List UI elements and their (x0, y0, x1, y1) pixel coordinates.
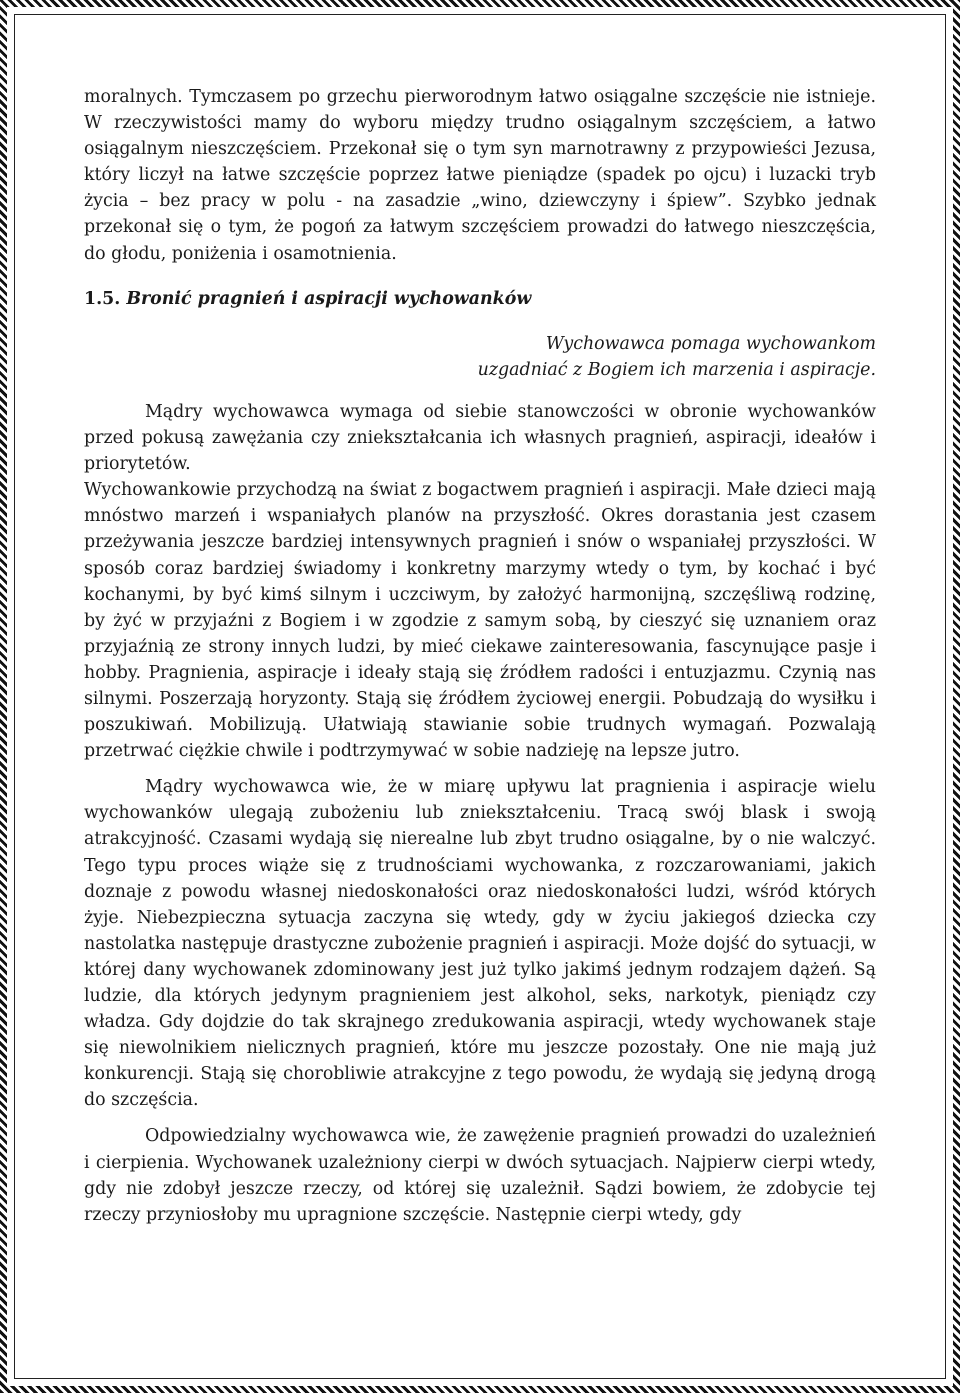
motto-line-1: Wychowawca pomaga wychowankom (545, 333, 876, 354)
paragraph-1: Mądry wychowawca wymaga od siebie stanowczości w obronie wychowanków przed pokusą zawężania czy zniekształcania ich własnych pragnień, aspiracji, ideałów i priorytetów. (84, 401, 876, 475)
section-number: 1.5. (84, 288, 121, 309)
paragraph-2: Wychowankowie przychodzą na świat z bogactwem pragnień i aspiracji. Małe dzieci mają mnóstwo marzeń i wspaniałych planów na przyszłość. Okres dorastania jest czasem przeżywania jeszcze bardziej intensywnych pragnień i snów o wspaniałej przyszłości. W sposób coraz bardziej świadomy i konkretny marzymy wtedy o tym, by kochać i być kochanymi, by być kimś silnym i uczciwym, by założyć harmonijną, szczęśliwą rodzinę, by żyć w przyjaźni z Bogiem i w zgodzie z samym sobą, by cieszyć się uznaniem oraz przyjaźnią ze strony innych ludzi, by mieć ciekawe zainteresowania, fascynujące pasje i hobby. Pragnienia, aspiracje i ideały stają się źródłem radości i entuzjazmu. Czynią nas silnymi. Poszerzają horyzonty. Stają się źródłem życiowej energii. Pobudzają do wysiłku i poszukiwań. Mobilizują. Ułatwiają stawianie sobie trudnych wymagań. Pozwalają przetrwać ciężkie chwile i podtrzymywać w sobie nadzieję na lepsze jutro. (84, 480, 876, 762)
section-motto (84, 331, 876, 383)
section-title: Bronić pragnień i aspiracji wychowanków (126, 288, 532, 309)
paragraph-continued: moralnych. Tymczasem po grzechu pierworodnym łatwo osiągalne szczęście nie istnieje. W rzeczywistości mamy do wyboru między trudno osiągalnym szczęściem, a łatwo osiągalnym nieszczęściem. Przekonał się o tym syn marnotrawny z przypowieści Jezusa, który liczył na łatwe szczęście poprzez łatwe pieniądze (spadek po ojcu) i luzacki tryb życia – bez pracy w polu - na zasadzie „wino, dziewczyny i śpiew”. Szybko jednak przekonał się o tym, że pogoń za łatwym szczęściem prowadzi do łatwego nieszczęścia, do głodu, poniżenia i osamotnienia. (84, 87, 876, 264)
paragraph-3: Mądry wychowawca wie, że w miarę upływu lat pragnienia i aspiracje wielu wychowanków ulegają zubożeniu lub zniekształceniu. Tracą swój blask i swoją atrakcyjność. Czasami wydają się nierealne lub zbyt trudno osiągalne, by o nie walczyć. Tego typu proces wiąże się z trudnościami wychowanka, z rozczarowaniami, jakich doznaje z powodu własnej niedoskonałości oraz niedoskonałości ludzi, wśród których żyje. Niebezpieczna sytuacja zaczyna się wtedy, gdy w życiu jakiegoś dziecka czy nastolatka następuje drastyczne zubożenie pragnień i aspiracji. Może dojść do sytuacji, w której dany wychowanek zdominowany jest już tylko jakimś jednym rodzajem dążeń. Są ludzie, dla których jedynym pragnieniem jest alkohol, seks, narkotyk, pieniądz czy władza. Gdy dojdzie do tak skrajnego zredukowania aspiracji, wtedy wychowanek staje się niewolnikiem nielicznych pragnień, które mu jeszcze pozostały. One nie mają już konkurencji. Stają się chorobliwie atrakcyjne z tego powodu, że wydają się jedyną drogą do szczęścia. (84, 777, 876, 1111)
section-heading (84, 286, 876, 312)
document-body (84, 84, 876, 1228)
paragraph-4: Odpowiedzialny wychowawca wie, że zawężenie pragnień prowadzi do uzależnień i cierpienia. Wychowanek uzależniony cierpi w dwóch sytuacjach. Najpierw cierpi wtedy, gdy nie zdobył jeszcze rzeczy, od której się uzależnił. Sądzi bowiem, że zdobycie tej rzeczy przyniosłoby mu upragnione szczęście. Następnie cierpi wtedy, gdy (84, 1126, 876, 1225)
motto-line-2: uzgadniać z Bogiem ich marzenia i aspiracje. (477, 359, 876, 380)
